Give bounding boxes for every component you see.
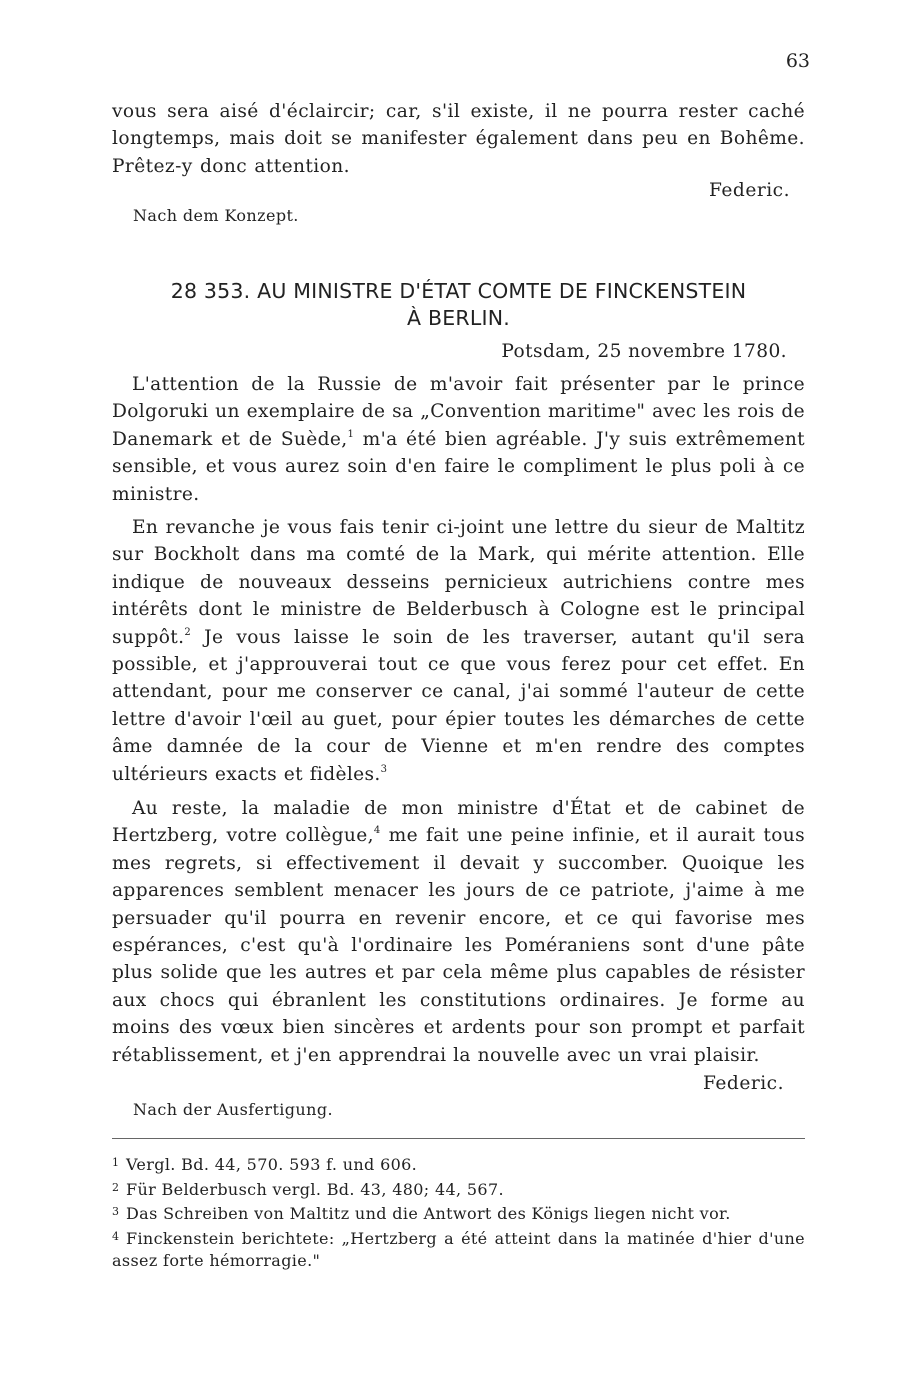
signature: Federic. <box>709 180 790 201</box>
paragraph-text: L'attention de la Russie de m'avoir fait présenter par le prince Dolgoruki un exemplaire de sa „Convention maritime" avec les rois de Danemark et de Suède, <box>112 374 805 450</box>
source-note: Nach der Ausfertigung. <box>133 1100 333 1119</box>
footnote-divider <box>112 1138 805 1139</box>
letter-paragraph <box>112 795 805 1069</box>
footnote <box>112 1226 805 1273</box>
source-note: Nach dem Konzept. <box>133 206 299 225</box>
footnote-text: Das Schreiben von Maltitz und die Antwort des Königs liegen nicht vor. <box>126 1204 731 1223</box>
footnote-reference: 2 <box>184 626 192 638</box>
paragraph-text: Je vous laisse le soin de les traverser, autant qu'il sera possible, et j'approuverai tout ce que vous ferez pour cet effet. En attendant, pour me conserver ce canal, j'ai sommé l'auteur de cette lettre d'avoir l'œil au guet, pour épier toutes les démarches de cette âme damnée de la cour de Vienne et m'en rendre des comptes ultérieurs exacts et fidèles. <box>112 626 805 785</box>
footnote-text: Finckenstein berichtete: „Hertzberg a été atteint dans la matinée d'hier d'une assez forte hémorragie." <box>112 1228 805 1270</box>
letter-heading <box>112 278 805 332</box>
footnote <box>112 1177 805 1202</box>
heading-line: À BERLIN. <box>407 306 510 330</box>
page-number: 63 <box>785 50 810 72</box>
paragraph-text: Au reste, la maladie de mon ministre d'État et de cabinet de Hertzberg, votre collègue, <box>112 798 805 847</box>
footnote-text: Für Belderbusch vergl. Bd. 43, 480; 44, 567. <box>126 1179 504 1199</box>
letter-paragraph <box>112 514 805 788</box>
dateline: Potsdam, 25 novembre 1780. <box>501 341 787 362</box>
letter-paragraph <box>112 371 805 508</box>
footnote-reference: 4 <box>373 825 381 837</box>
footnote-reference: 3 <box>380 763 388 775</box>
continued-paragraph: vous sera aisé d'éclaircir; car, s'il existe, il ne pourra rester caché longtemps, mais doit se manifester également dans peu en Bohême. Prêtez-y donc attention. <box>112 101 805 177</box>
footnotes <box>112 1152 805 1273</box>
footnote <box>112 1152 805 1177</box>
signature: Federic. <box>703 1073 784 1094</box>
paragraph-text: me fait une peine infinie, et il aurait tous mes regrets, si effectivement il devait y succomber. Quoique les apparences semblent menacer les jours de ce patriote, j'aime à me persuader qu'il pourra en revenir encore, et ce qui favorise mes espérances, c'est qu'à l'ordinaire les Poméraniens sont d'une pâte plus solide que les autres et par cela même plus capables de résister aux chocs qui ébranlent les constitutions ordinaires. Je forme au moins des vœux bien sincères et ardents pour son prompt et parfait rétablissement, et j'en apprendrai la nouvelle avec un vrai plaisir. <box>112 825 806 1066</box>
paragraph-text: En revanche je vous fais tenir ci-joint une lettre du sieur de Maltitz sur Bockholt dans ma comté de la Mark, qui mérite attention. Elle indique de nouveaux desseins pernicieux autrichiens contre mes intérêts dont le ministre de Belderbusch à Cologne est le principal suppôt. <box>112 517 805 648</box>
footnote-mark: 4 <box>112 1229 120 1243</box>
footnote-reference: 1 <box>347 428 355 440</box>
footnote-mark: 1 <box>112 1156 120 1169</box>
footnote-text: Vergl. Bd. 44, 570. 593 f. und 606. <box>126 1155 418 1174</box>
heading-line: 28 353. AU MINISTRE D'ÉTAT COMTE DE FINCKENSTEIN <box>170 279 747 303</box>
footnote <box>112 1201 805 1226</box>
footnote-mark: 2 <box>112 1180 120 1194</box>
footnote-mark: 3 <box>112 1205 120 1218</box>
paragraph-text: m'a été bien agréable. J'y suis extrêmement sensible, et vous aurez soin d'en faire le compliment le plus poli à ce ministre. <box>112 428 805 505</box>
